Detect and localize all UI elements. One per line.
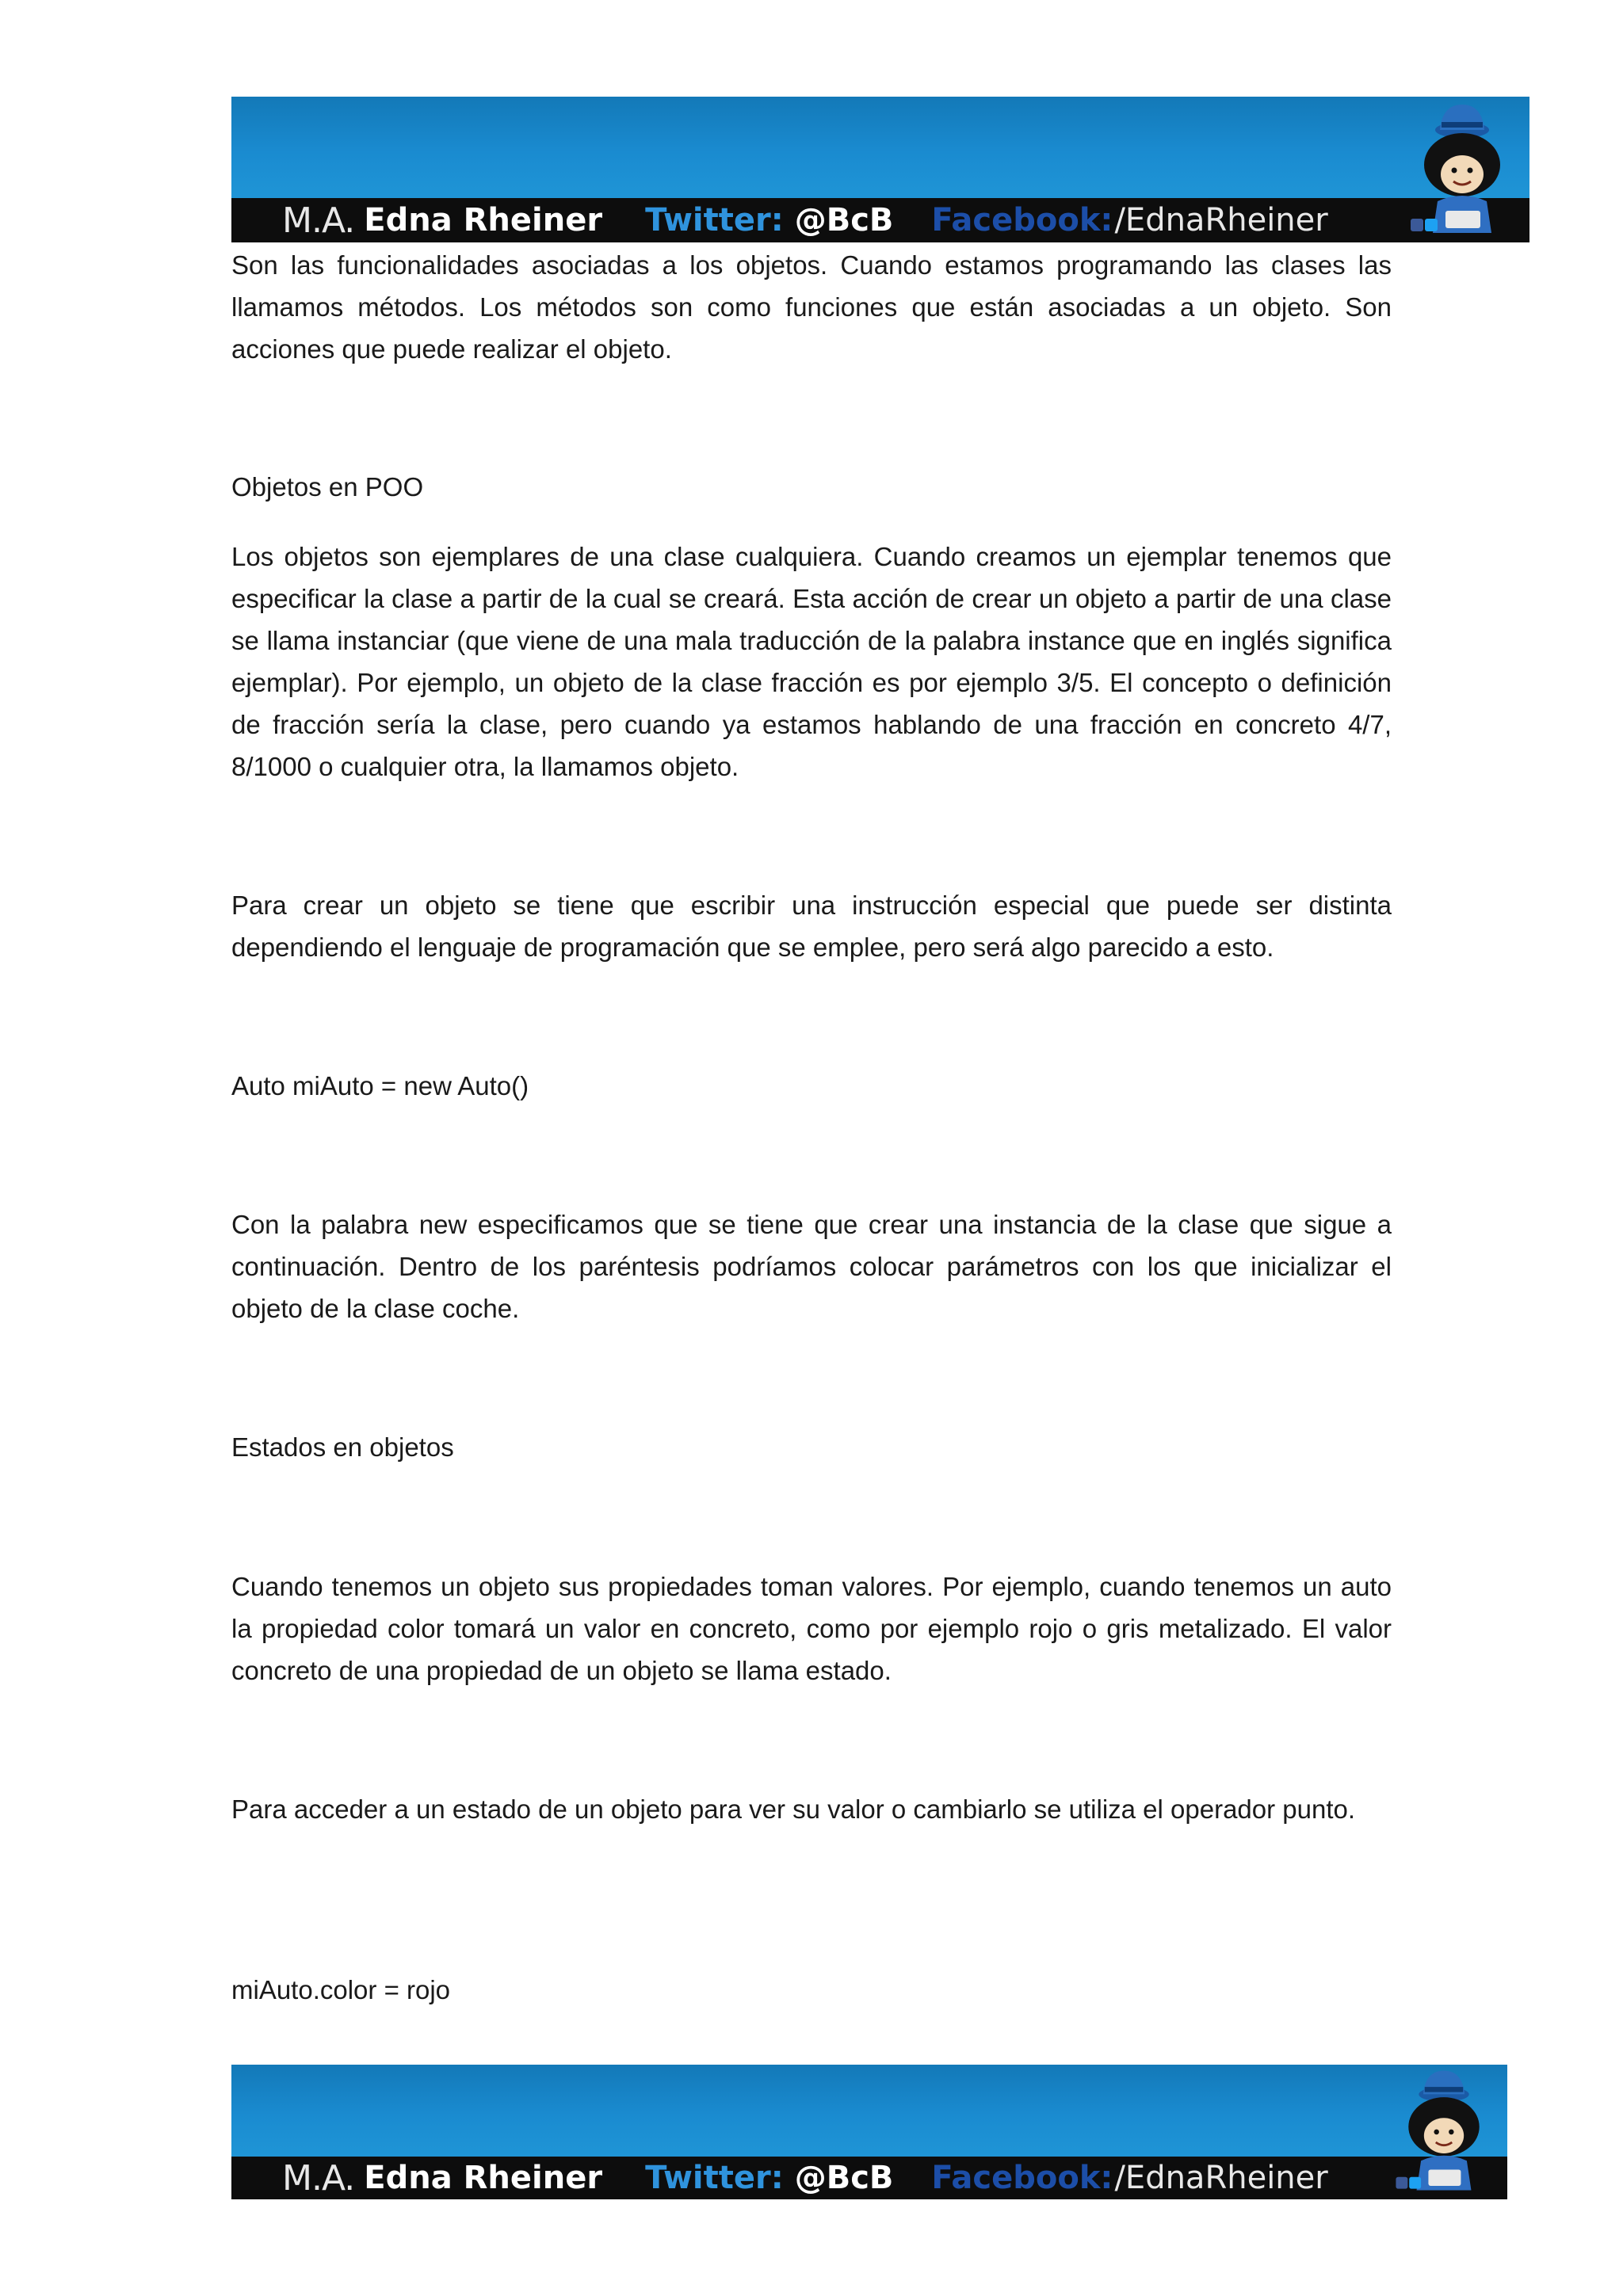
code-new-auto: Auto miAuto = new Auto(): [231, 1071, 529, 1100]
paragraph-operador-punto: Para acceder a un estado de un objeto para ver su valor o cambiarlo se utiliza el operador punto.: [231, 1794, 1356, 1824]
facebook-handle: /EdnaRheiner: [1114, 2160, 1328, 2196]
author-name: Edna Rheiner: [364, 2160, 603, 2196]
mafalda-mascot-icon: [1388, 2066, 1499, 2196]
paragraph-objetos: Los objetos son ejemplares de una clase cualquiera. Cuando creamos un ejemplar tenemos que especificar la clase a partir de la cual se creará. Esta acción de crear un objeto a partir de una clase se llama instanciar (que viene de una mala traducción de la palabra instance que en inglés significa ejemplar). Por ejemplo, un objeto de la clase fracción es por ejemplo 3/5. El concepto o definición de fracción sería la clase, pero cuando ya estamos hablando de una fracción en concreto 4/7, 8/1000 o cualquier otra, la llamamos objeto.: [231, 542, 1392, 781]
code-miauto-color: miAuto.color = rojo: [231, 1975, 451, 2004]
facebook-handle: /EdnaRheiner: [1114, 202, 1328, 238]
twitter-label: Twitter:: [645, 2160, 784, 2196]
document-body: [231, 0, 1392, 2296]
author-prefix: M.A.: [282, 200, 355, 241]
heading-estados: Estados en objetos: [231, 1432, 454, 1462]
author-prefix: M.A.: [282, 2157, 355, 2199]
banner-sky: [231, 2065, 1507, 2157]
banner-bar: [231, 2157, 1507, 2199]
paragraph-estados: Cuando tenemos un objeto sus propiedades toman valores. Por ejemplo, cuando tenemos un auto la propiedad color tomará un valor en concreto, como por ejemplo rojo o gris metalizado. El valor concreto de una propiedad de un objeto se llama estado.: [231, 1572, 1392, 1685]
twitter-label: Twitter:: [645, 202, 784, 238]
heading-objetos-poo: Objetos en POO: [231, 472, 424, 502]
paragraph-new-keyword: Con la palabra new especificamos que se tiene que crear una instancia de la clase que sigue a continuación. Dentro de los paréntesis podríamos colocar parámetros con los que inicializar el objeto de la clase coche.: [231, 1210, 1392, 1323]
footer-banner: [231, 2065, 1507, 2199]
mafalda-mascot-icon: [1403, 100, 1522, 239]
facebook-label: Facebook:: [931, 2160, 1113, 2196]
paragraph-methods: Son las funcionalidades asociadas a los objetos. Cuando estamos programando las clases las llamamos métodos. Los métodos son como funciones que están asociadas a un objeto. Son acciones que puede realizar el objeto.: [231, 250, 1392, 364]
twitter-handle: @BcB: [794, 202, 894, 238]
paragraph-crear-objeto: Para crear un objeto se tiene que escribir una instrucción especial que puede ser distinta dependiendo el lenguaje de programación que se emplee, pero será algo parecido a esto.: [231, 891, 1392, 962]
author-name: Edna Rheiner: [364, 202, 603, 238]
twitter-handle: @BcB: [794, 2160, 894, 2196]
facebook-label: Facebook:: [931, 202, 1113, 238]
